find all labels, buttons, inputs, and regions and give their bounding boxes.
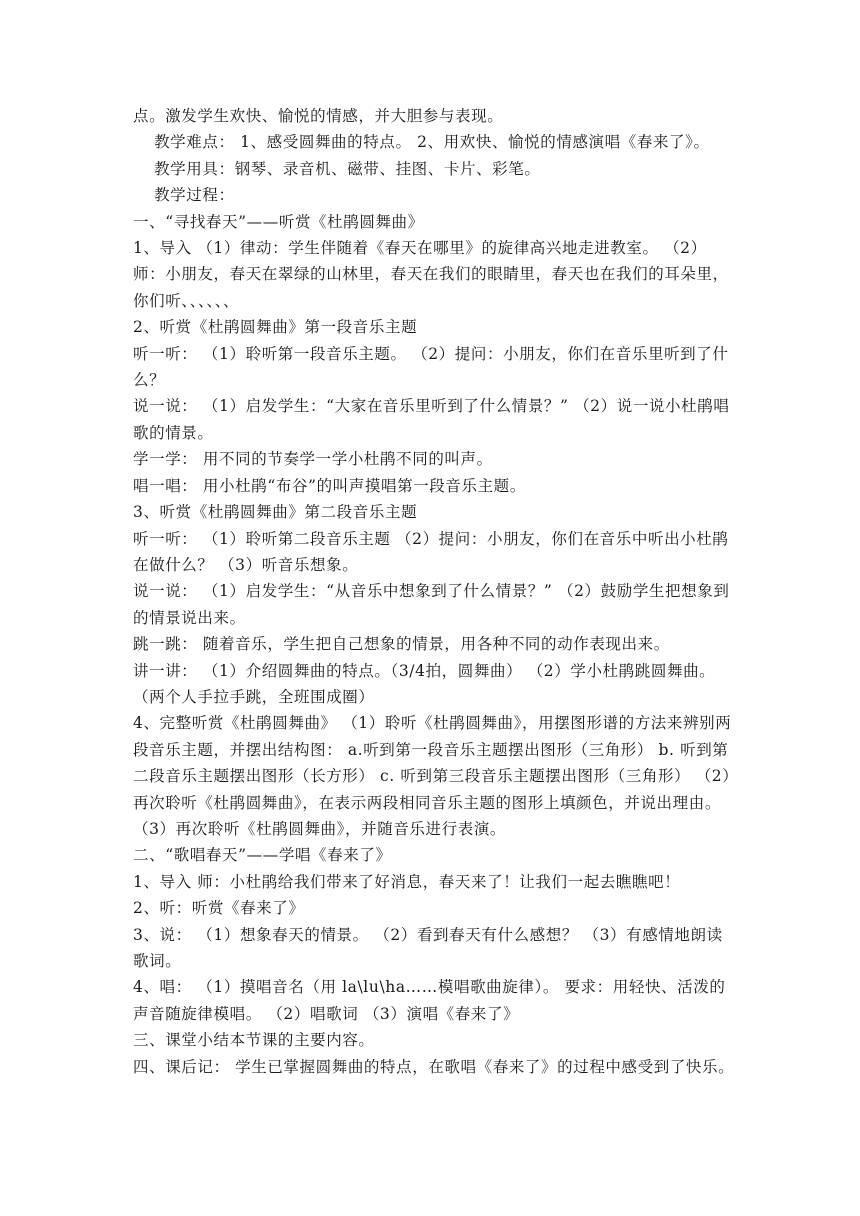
paragraph-listen-1: 听一听： （1）聆听第一段音乐主题。 （2）提问：小朋友，你们在音乐里听到了什么？ [133,344,729,390]
paragraph-2-intro: 1、导入 师：小杜鹃给我们带来了好消息，春天来了！让我们一起去瞧瞧吧！ [133,872,681,891]
paragraph-teaching-tools: 教学用具：钢琴、录音机、磁带、挂图、卡片、彩笔。 [143,159,541,178]
paragraph-full-listening: 4、完整听赏《杜鹃圆舞曲》 （1）聆听《杜鹃圆舞曲》，用摆图形谱的方法来辨别两段音乐主题，并摆出结构图： a.听到第一段音乐主题摆出图形（三角形） b. 听到第二段音乐主题摆出图形（长方形） c. 听到第三段音乐主题摆出图形（三角形） （2）再次聆听《杜鹃圆舞曲》，在表示两段相同音乐主题的图形上填颜色，并说出理由。 （3）再次聆听《杜鹃圆舞曲》，并随音乐进行表演。 [133,714,732,838]
paragraph-teaching-process: 教学过程： [143,186,235,205]
subheading-1-2: 2、听赏《杜鹃圆舞曲》第一段音乐主题 [133,318,418,337]
section-heading-3: 三、课堂小结本节课的主要内容。 [133,1031,375,1050]
document-body [133,103,737,1080]
paragraph-objective-end: 点。激发学生欢快、愉悦的情感，并大胆参与表现。 [133,107,504,125]
paragraph-1-intro: 1、导入 （1）律动：学生伴随着《春天在哪里》的旋律高兴地走进教室。 （2）师：小朋友，春天在翠绿的山林里，春天在我们的眼睛里，春天也在我们的耳朵里，你们听、、、、、、 [133,239,729,310]
section-heading-2: 二、“歌唱春天”——学唱《春来了》 [133,846,392,865]
paragraph-explain: 讲一讲： （1）介绍圆舞曲的特点。（3/4拍，圆舞曲） （2）学小杜鹃跳圆舞曲。（两个人手拉手跳，全班围成圈） [133,661,716,706]
paragraph-2-listen: 2、听：听赏《春来了》 [133,899,305,918]
paragraph-sing-1: 唱一唱： 用小杜鹃“布谷”的叫声摸唱第一段音乐主题。 [133,476,526,495]
paragraph-teaching-difficulties: 教学难点： 1、感受圆舞曲的特点。 2、用欢快、愉悦的情感演唱《春来了》。 [143,133,710,152]
paragraph-2-say: 3、说： （1）想象春天的情景。 （2）看到春天有什么感想？ （3）有感情地朗读歌词。 [133,925,723,970]
section-heading-4: 四、课后记： 学生已掌握圆舞曲的特点，在歌唱《春来了》的过程中感受到了快乐。 [133,1057,735,1076]
paragraph-say-2: 说一说： （1）启发学生：“从音乐中想象到了什么情景？” （2）鼓励学生把想象到的情景说出来。 [133,582,730,627]
subheading-1-3: 3、听赏《杜鹃圆舞曲》第二段音乐主题 [133,503,418,522]
section-heading-1: 一、“寻找春天”——听赏《杜鹃圆舞曲》 [133,212,424,231]
paragraph-learn-1: 学一学： 用不同的节奏学一学小杜鹃不同的叫声。 [133,450,493,469]
paragraph-say-1: 说一说： （1）启发学生：“大家在音乐里听到了什么情景？” （2）说一说小杜鹃唱歌的情景。 [133,397,730,442]
paragraph-dance: 跳一跳： 随着音乐，学生把自己想象的情景，用各种不同的动作表现出来。 [133,635,670,654]
paragraph-listen-2: 听一听： （1）聆听第二段音乐主题 （2）提问：小朋友，你们在音乐中听出小杜鹃在做什么？ （3）听音乐想象。 [133,529,729,574]
paragraph-2-sing: 4、唱： （1）摸唱音名（用 la\lu\ha……模唱歌曲旋律）。 要求：用轻快、活泼的声音随旋律模唱。 （2）唱歌词 （3）演唱《春来了》 [133,978,726,1023]
